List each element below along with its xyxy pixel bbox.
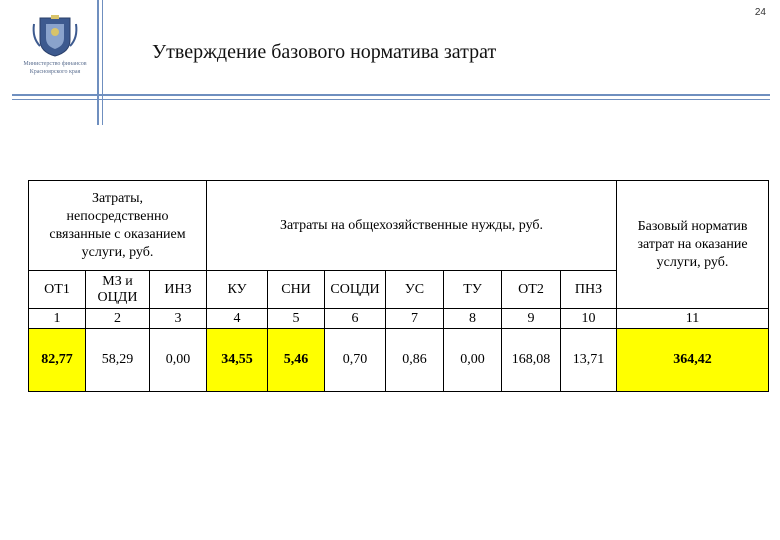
value-cell-sni: 5,46 [268, 329, 325, 392]
column-number-cell: 7 [386, 309, 444, 329]
column-number-cell: 1 [29, 309, 86, 329]
code-cell: СНИ [268, 271, 325, 309]
column-number-cell: 2 [86, 309, 150, 329]
frame-horizontal-line-2 [12, 99, 770, 100]
value-cell: 58,29 [86, 329, 150, 392]
value-cell: 0,86 [386, 329, 444, 392]
header-general-costs: Затраты на общехозяйственные нужды, руб. [207, 181, 617, 271]
column-number-cell: 10 [561, 309, 617, 329]
base-norm-table [28, 180, 769, 392]
page-title: Утверждение базового норматива затрат [152, 41, 497, 63]
code-cell: ОТ2 [502, 271, 561, 309]
code-cell: УС [386, 271, 444, 309]
ministry-caption-line2: Красноярского края [29, 69, 81, 75]
page-number: 24 [754, 7, 766, 18]
column-number-cell: 8 [444, 309, 502, 329]
column-number-cell: 6 [325, 309, 386, 329]
frame-horizontal-line [12, 94, 770, 96]
value-cell: 0,70 [325, 329, 386, 392]
column-number-cell: 11 [617, 309, 769, 329]
code-cell: ОТ1 [29, 271, 86, 309]
ministry-caption [12, 60, 98, 76]
value-cell: 0,00 [444, 329, 502, 392]
column-number-cell: 5 [268, 309, 325, 329]
value-cell: 168,08 [502, 329, 561, 392]
frame-vertical-line-2 [102, 0, 103, 125]
ministry-caption-line1: Министерство финансов [23, 61, 87, 67]
column-number-cell: 3 [150, 309, 207, 329]
value-cell: 0,00 [150, 329, 207, 392]
column-number-cell: 9 [502, 309, 561, 329]
code-cell: ПНЗ [561, 271, 617, 309]
code-cell: МЗ и ОЦДИ [86, 271, 150, 309]
header-direct-costs: Затраты, непосредственно связанные с оказанием услуги, руб. [29, 181, 207, 271]
header-base-norm: Базовый норматив затрат на оказание услуги, руб. [617, 181, 769, 309]
coat-of-arms-icon [30, 14, 80, 58]
value-cell-ot1: 82,77 [29, 329, 86, 392]
value-cell-base-norm: 364,42 [617, 329, 769, 392]
code-cell: ИНЗ [150, 271, 207, 309]
column-number-cell: 4 [207, 309, 268, 329]
value-cell: 13,71 [561, 329, 617, 392]
code-cell: ТУ [444, 271, 502, 309]
code-cell: КУ [207, 271, 268, 309]
code-cell: СОЦДИ [325, 271, 386, 309]
value-cell-ku: 34,55 [207, 329, 268, 392]
